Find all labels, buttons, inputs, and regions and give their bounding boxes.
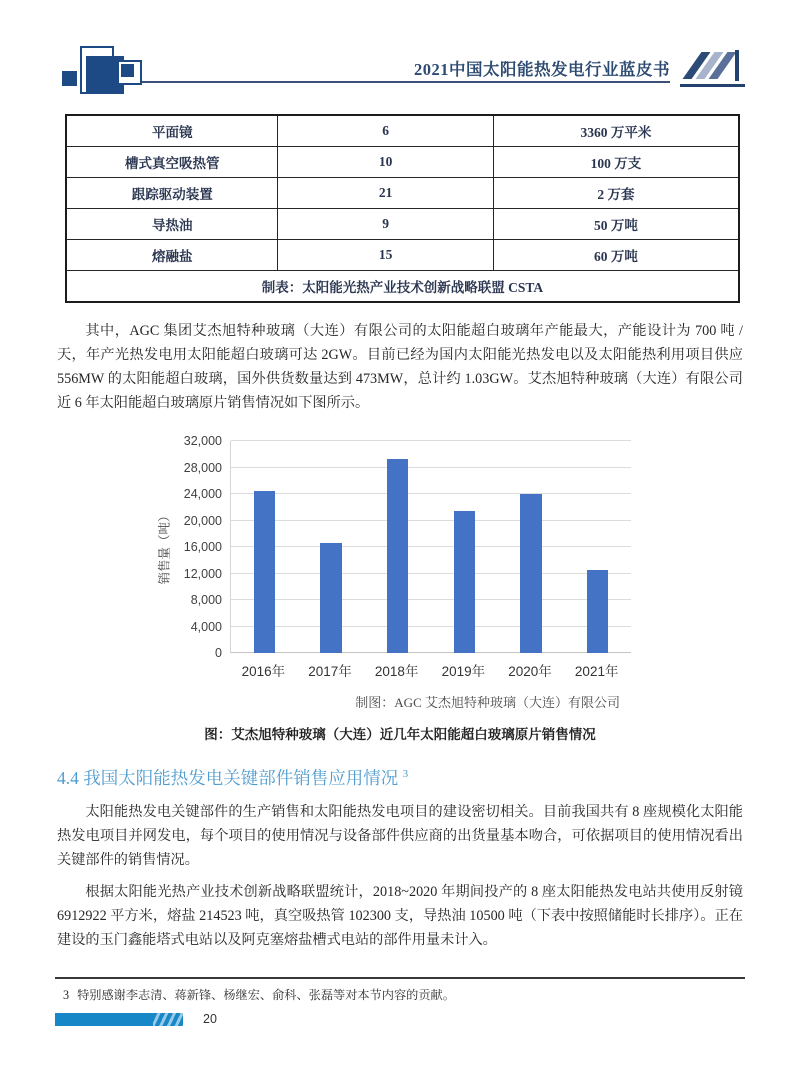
bar-slot xyxy=(431,441,498,653)
y-axis-title-text: 销售量（吨） xyxy=(157,509,172,585)
y-tick-label: 20,000 xyxy=(183,513,222,528)
bar-2018年 xyxy=(387,459,408,653)
bar-2017年 xyxy=(320,543,341,653)
bar-2019年 xyxy=(454,511,475,653)
footer-accent-bar-hatch xyxy=(153,1013,183,1026)
section-heading-footnote-ref: 3 xyxy=(402,768,409,781)
bar-2020年 xyxy=(520,494,541,653)
x-tick-label: 2018年 xyxy=(374,664,419,679)
footnote-text: 特别感谢李志清、蒋新锋、杨继宏、俞科、张磊等对本节内容的贡献。 xyxy=(77,988,455,1002)
component-capacity-cell: 50 万吨 xyxy=(493,209,739,240)
table-row xyxy=(66,209,739,240)
body-paragraph-3: 根据太阳能光热产业技术创新战略联盟统计，2018~2020 年期间投产的 8 座太阳能热发电站共使用反射镜 6912922 平方米，熔盐 214523 吨，真空吸热管 102300 支，导热油 10500 吨（下表中按照储能时长排序）。正在建设的玉门鑫能塔式电站以及阿克塞熔盐槽式电站的部件用量未计入。 xyxy=(57,884,743,948)
footnote xyxy=(55,986,745,1003)
chart-source-note: 制图：AGC 艾杰旭特种玻璃（大连）有限公司 xyxy=(355,695,620,710)
table-footer-row xyxy=(66,271,739,303)
component-name-cell: 槽式真空吸热管 xyxy=(66,147,278,178)
chart-plot-area xyxy=(230,441,631,653)
bar-slot xyxy=(298,441,365,653)
sales-bar-chart xyxy=(150,434,640,711)
bar-slot xyxy=(364,441,431,653)
component-capacity-cell: 100 万支 xyxy=(493,147,739,178)
page-footer xyxy=(55,977,745,1026)
figure-caption: 图：艾杰旭特种玻璃（大连）近几年太阳能超白玻璃原片销售情况 xyxy=(204,727,596,742)
slash-end-bar xyxy=(735,50,739,81)
components-table xyxy=(65,114,740,303)
component-capacity-cell: 60 万吨 xyxy=(493,240,739,271)
chart-bars xyxy=(231,441,631,653)
logo-square-small xyxy=(62,71,77,86)
body-paragraph-1: 其中，AGC 集团艾杰旭特种玻璃（大连）有限公司的太阳能超白玻璃年产能最大，产能设计为 700 吨 / 天，年产光热发电用太阳能超白玻璃可达 2GW。目前已经为国内太阳能光热发电以及太阳能热利用项目供应 556MW 的太阳能超白玻璃，国外供货数量达到 473MW，总计约 1.03GW。艾杰旭特种玻璃（大连）有限公司近 6 年太阳能超白玻璃原片销售情况如下图所示。 xyxy=(57,323,743,411)
bar-slot xyxy=(231,441,298,653)
y-tick-label: 32,000 xyxy=(183,434,222,448)
component-name-cell: 熔融盐 xyxy=(66,240,278,271)
bar-2021年 xyxy=(587,570,608,653)
component-name-cell: 跟踪驱动装置 xyxy=(66,178,278,209)
component-count-cell: 6 xyxy=(278,115,493,147)
footnote-marker: 3 xyxy=(63,988,70,1002)
y-tick-label: 28,000 xyxy=(183,460,222,475)
bar-slot xyxy=(498,441,565,653)
y-tick-label: 0 xyxy=(215,646,222,660)
component-count-cell: 9 xyxy=(278,209,493,240)
table-row xyxy=(66,115,739,147)
component-count-cell: 10 xyxy=(278,147,493,178)
x-tick-label: 2019年 xyxy=(441,664,486,679)
x-tick-label: 2017年 xyxy=(308,664,352,679)
footnote-divider xyxy=(55,977,745,979)
chart-y-axis xyxy=(176,434,230,660)
logo-square-right-fill xyxy=(121,64,134,77)
document-title: 2021中国太阳能热发电行业蓝皮书 xyxy=(414,60,670,79)
table-source-note: 制表：太阳能光热产业技术创新战略联盟 CSTA xyxy=(66,271,739,303)
bar-slot xyxy=(564,441,631,653)
x-tick-label: 2016年 xyxy=(241,664,286,679)
slashes-underline xyxy=(680,84,745,87)
diagonal-slashes-icon xyxy=(680,50,745,82)
footer-accent-bar xyxy=(55,1013,183,1026)
table-row xyxy=(66,147,739,178)
bar-2016年 xyxy=(254,491,275,653)
component-count-cell: 21 xyxy=(278,178,493,209)
table-row xyxy=(66,240,739,271)
chart-x-labels xyxy=(230,653,630,680)
y-tick-label: 8,000 xyxy=(190,593,222,607)
page-header xyxy=(0,0,800,100)
body-paragraph-2: 太阳能热发电关键部件的生产销售和太阳能热发电项目的建设密切相关。目前我国共有 8 座规模化太阳能热发电项目并网发电，每个项目的使用情况与设备部件供应商的出货量基本吻合，可依据项目的使用情况看出关键部件的销售情况。 xyxy=(57,804,743,868)
component-capacity-cell: 3360 万平米 xyxy=(493,115,739,147)
section-heading xyxy=(57,765,743,790)
x-tick-label: 2020年 xyxy=(508,664,552,679)
component-count-cell: 15 xyxy=(278,240,493,271)
x-tick-label: 2021年 xyxy=(574,664,619,679)
chart-y-axis-title xyxy=(150,441,176,653)
header-rule xyxy=(140,81,670,83)
y-tick-label: 24,000 xyxy=(183,487,222,501)
component-name-cell: 平面镜 xyxy=(66,115,278,147)
section-heading-text: 4.4 我国太阳能热发电关键部件销售应用情况 xyxy=(57,768,399,788)
table-row xyxy=(66,178,739,209)
y-tick-label: 16,000 xyxy=(183,540,222,554)
y-tick-label: 12,000 xyxy=(183,566,222,581)
component-capacity-cell: 2 万套 xyxy=(493,178,739,209)
component-name-cell: 导热油 xyxy=(66,209,278,240)
y-tick-label: 4,000 xyxy=(190,619,222,634)
page-number: 20 xyxy=(203,1012,217,1026)
